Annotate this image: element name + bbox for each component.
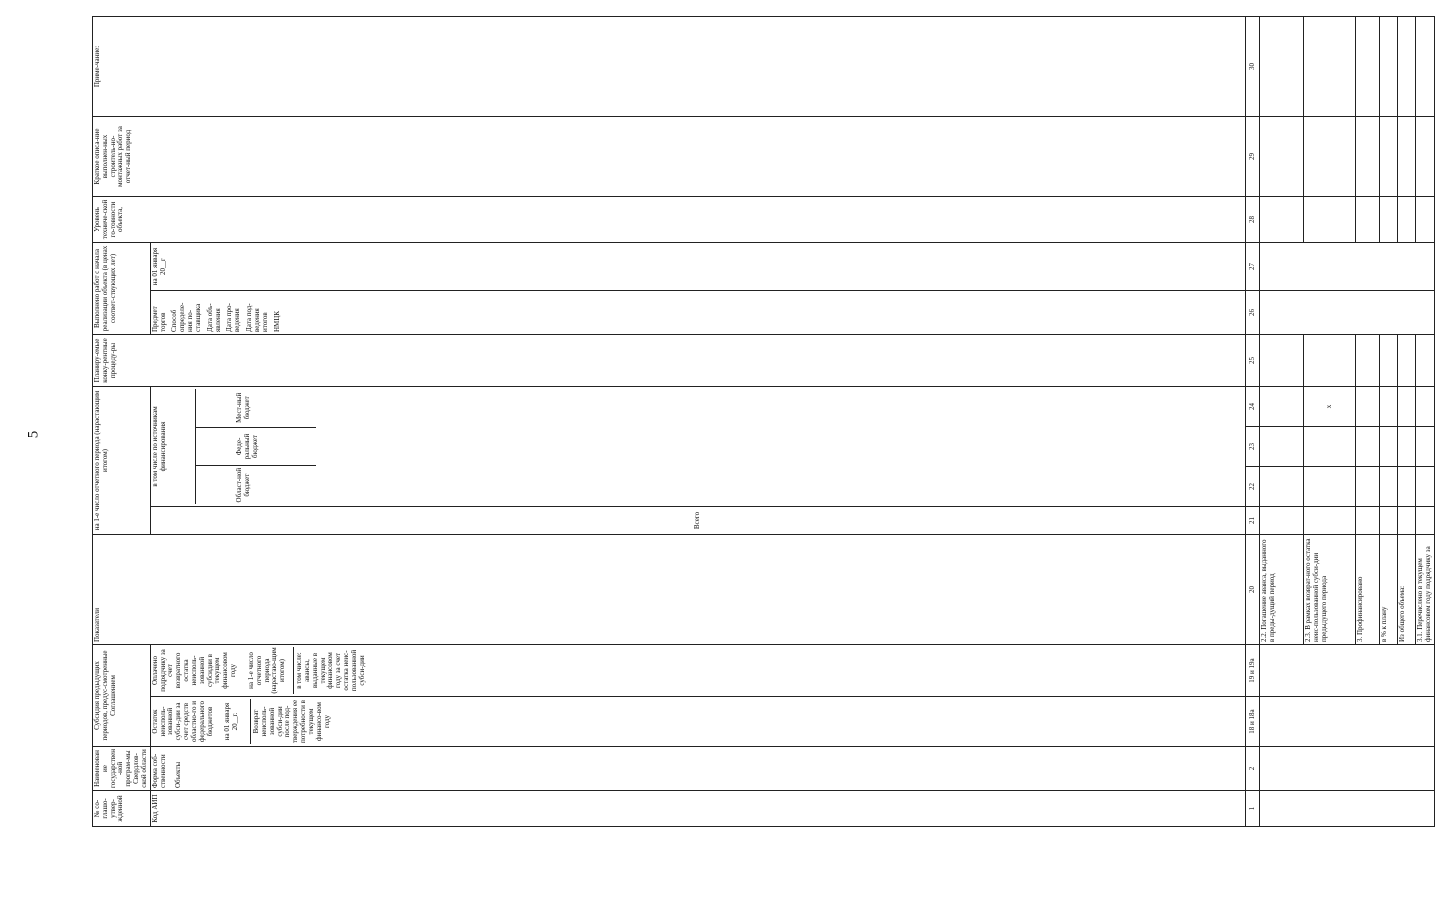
hdr-prior-subsidy: Субсидия предыдущих периодов, предус-смотренные Соглашением: [93, 645, 151, 747]
body-col26: [1260, 291, 1435, 335]
row-advance-repayment: 2.2. Погашение аванса, выданного в преды-дущий период: [1260, 535, 1304, 645]
row-of-total: Из общего объема:: [1398, 535, 1416, 645]
competitive-details: Предмет торгов Способ определе-ния по-ставщика Дата объ-явления Дата про-ведения Дата под-ведения итогов НМЦК: [150, 291, 1245, 335]
by-source: в том числе по источникам финансирования Област-ной бюджет Феде-ральный бюджет Мест-ный бюджет: [150, 387, 1245, 507]
regional-budget: Област-ной бюджет: [196, 465, 316, 504]
colnum-30: 30: [1246, 17, 1260, 117]
balance-unused: Остаток неисполь-зованной субси-дии за счет средств областно-го и федерального бюджетов на 01 января 20__г. Возврат неисполь-зованной субси-дии после под-тверждения ее потребности в текущем финансо-вом году: [150, 697, 1245, 747]
work-jan: на 01 января 20__г: [150, 243, 1245, 291]
colnum-26: 26: [1246, 291, 1260, 335]
hdr-note: Приме-чание:: [93, 17, 1246, 117]
row-transferred: 3.1. Перечислено в текущем финансовом году подрядчику за: [1416, 535, 1435, 645]
rotated-table-sheet: [92, 17, 1432, 827]
hdr-agreement-no: № со-глашо-утвер-жденной: [93, 791, 151, 827]
colnum-18: 18 и 18а: [1246, 697, 1260, 747]
local-budget: Мест-ный бюджет: [235, 392, 252, 423]
page-number: 5: [25, 430, 42, 439]
total: Всего: [150, 507, 1245, 535]
row-percent-plan: в % к плану: [1380, 535, 1398, 645]
body-col1: [1260, 791, 1435, 827]
body-col19: [1260, 645, 1435, 697]
hdr-work-description: Краткое описа-ние выполнен-ных строитель-но-монтажных работ за отчет-ный период: [93, 117, 1246, 197]
colnum-28: 28: [1246, 197, 1260, 243]
report-table: [92, 16, 1435, 827]
kod-aip: Код АИП: [150, 791, 1245, 827]
body-col18: [1260, 697, 1435, 747]
hdr-first-of-period: на 1-е число отчетного периода (нарастающим итогом): [93, 387, 151, 535]
colnum-29: 29: [1246, 117, 1260, 197]
colnum-23: 23: [1246, 427, 1260, 467]
ownership-form: Форма соб-ственности Объекты: [150, 747, 1245, 791]
colnum-21: 21: [1246, 507, 1260, 535]
colnum-25: 25: [1246, 335, 1260, 387]
federal-budget: Феде-ральный бюджет: [196, 427, 316, 466]
row-returned-balance: 2.3. В рамках возврат-ного остатка неис-пользованной субси-дии предыдущего периода: [1304, 535, 1356, 645]
colnum-19: 19 и 19а: [1246, 645, 1260, 697]
hdr-program-name: Наименование государствен-ной програм-мы Свердлов-ской области: [93, 747, 151, 791]
colnum-2: 2: [1246, 747, 1260, 791]
colnum-1: 1: [1246, 791, 1260, 827]
hdr-indicators: Показатели: [93, 535, 1246, 645]
body-col2: [1260, 747, 1435, 791]
hdr-competitive: Планиру-емые конку-рентные процеду-ры: [93, 335, 1246, 387]
body-col27: [1260, 243, 1435, 291]
colnum-24: 24: [1246, 387, 1260, 427]
x-mark: x: [1304, 387, 1356, 427]
hdr-readiness: Уровень техниче-ской го-товности объекта,: [93, 197, 1246, 243]
colnum-27: 27: [1246, 243, 1260, 291]
hdr-work-done: Выполнено работ с начала реализации объекта (в ценах соответ-ствующих лет): [93, 243, 151, 335]
colnum-22: 22: [1246, 467, 1260, 507]
row-financed: 3. Профинансировано: [1356, 535, 1380, 645]
paid-contractor: Оплачено подрядчику за счет возвратного остатка неисполь-зованной субсидии в текущем финансовом году на 1-е число отчетного периода (нарастаю-щим итогом) в том числе: авансы, выданные в текущем финансовом году за счет остатка неис-пользованной субси-дии: [150, 645, 1245, 697]
colnum-20: 20: [1246, 535, 1260, 645]
